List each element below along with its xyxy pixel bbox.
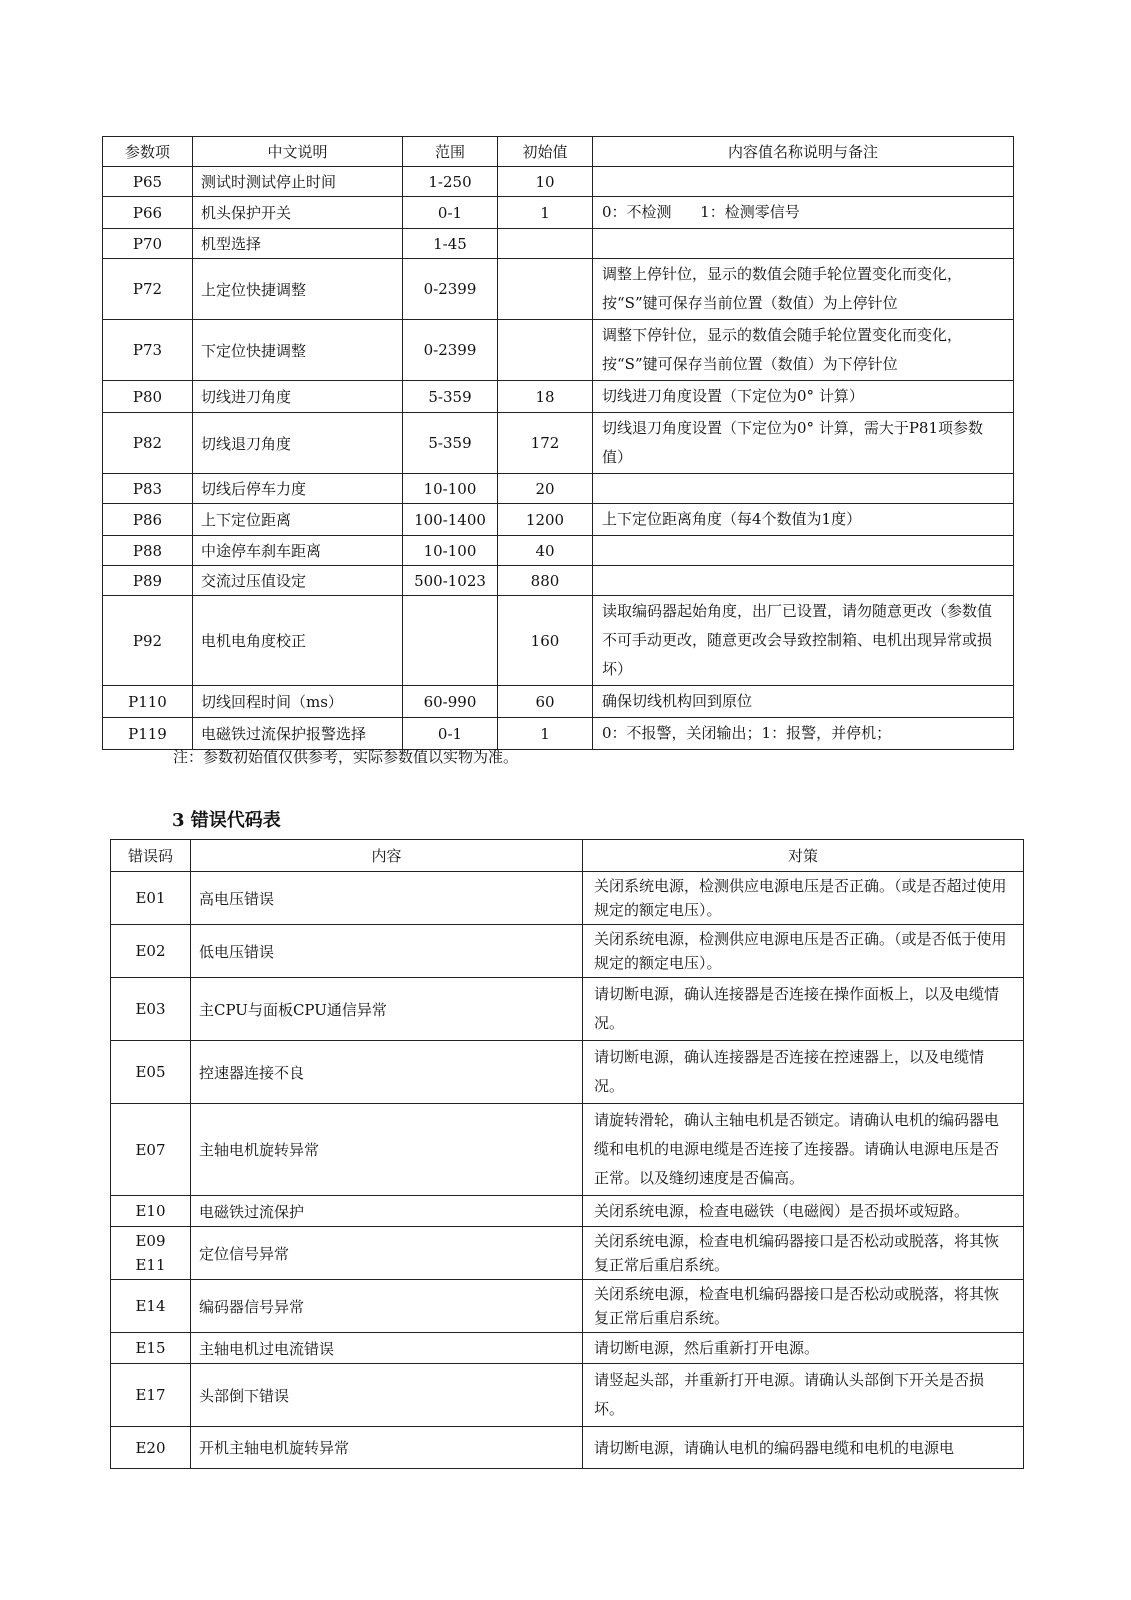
error-action: 请切断电源，然后重新打开电源。 [583, 1333, 1024, 1364]
error-content: 定位信号异常 [191, 1227, 583, 1280]
param-initial: 40 [498, 536, 593, 566]
param-range: 1-250 [403, 167, 498, 197]
error-code: E05 [111, 1041, 191, 1104]
table-row [103, 229, 1014, 259]
table-row [111, 978, 1024, 1041]
error-code: E15 [111, 1333, 191, 1364]
error-content: 主轴电机旋转异常 [191, 1104, 583, 1196]
param-note: 上下定位距离角度（每4个数值为1度） [593, 504, 1014, 536]
error-action: 关闭系统电源，检查电磁铁（电磁阀）是否损坏或短路。 [583, 1196, 1024, 1227]
table-row [103, 197, 1014, 229]
error-content: 主轴电机过电流错误 [191, 1333, 583, 1364]
param-range: 0-2399 [403, 259, 498, 320]
table-row [111, 872, 1024, 925]
param-range: 0-2399 [403, 320, 498, 381]
param-description: 电磁铁过流保护报警选择 [193, 718, 403, 750]
param-note [593, 474, 1014, 504]
error-code-table [110, 839, 1024, 1469]
column-header: 参数项 [103, 137, 193, 167]
error-action: 关闭系统电源，检测供应电源电压是否正确。（或是否低于使用规定的额定电压）。 [583, 925, 1024, 978]
table-header-row [111, 840, 1024, 872]
table-header-row [103, 137, 1014, 167]
table-row [111, 925, 1024, 978]
section-title: 3 错误代码表 [172, 810, 281, 831]
param-range: 10-100 [403, 536, 498, 566]
error-code: E14 [111, 1280, 191, 1333]
param-note: 读取编码器起始角度，出厂已设置，请勿随意更改（参数值不可手动更改，随意更改会导致控制箱、电机出现异常或损坏） [593, 596, 1014, 686]
error-content: 头部倒下错误 [191, 1364, 583, 1427]
param-range: 1-45 [403, 229, 498, 259]
error-code: E07 [111, 1104, 191, 1196]
column-header: 对策 [583, 840, 1024, 872]
param-initial: 20 [498, 474, 593, 504]
error-action: 请切断电源，请确认电机的编码器电缆和电机的电源电 [583, 1427, 1024, 1469]
table-row [103, 718, 1014, 750]
column-header: 范围 [403, 137, 498, 167]
param-id: P72 [103, 259, 193, 320]
param-id: P65 [103, 167, 193, 197]
param-note: 切线退刀角度设置（下定位为0° 计算，需大于P81项参数值） [593, 413, 1014, 474]
param-note [593, 536, 1014, 566]
table-row [103, 566, 1014, 596]
table-row [103, 686, 1014, 718]
error-code: E20 [111, 1427, 191, 1469]
error-action: 请竖起头部，并重新打开电源。请确认头部倒下开关是否损坏。 [583, 1364, 1024, 1427]
param-description: 上定位快捷调整 [193, 259, 403, 320]
table-row [103, 320, 1014, 381]
param-range: 5-359 [403, 413, 498, 474]
param-initial [498, 259, 593, 320]
error-code: E17 [111, 1364, 191, 1427]
param-description: 切线后停车力度 [193, 474, 403, 504]
error-content: 低电压错误 [191, 925, 583, 978]
table-row [111, 1227, 1024, 1280]
table-row [103, 536, 1014, 566]
param-note: 确保切线机构回到原位 [593, 686, 1014, 718]
param-initial: 160 [498, 596, 593, 686]
table-row [103, 596, 1014, 686]
param-range: 5-359 [403, 381, 498, 413]
param-initial: 1200 [498, 504, 593, 536]
table-row [103, 167, 1014, 197]
param-id: P82 [103, 413, 193, 474]
error-action: 请旋转滑轮，确认主轴电机是否锁定。请确认电机的编码器电缆和电机的电源电缆是否连接了连接器。请确认电源电压是否正常。以及缝纫速度是否偏高。 [583, 1104, 1024, 1196]
error-action: 关闭系统电源，检查电机编码器接口是否松动或脱落，将其恢复正常后重启系统。 [583, 1280, 1024, 1333]
param-description: 电机电角度校正 [193, 596, 403, 686]
param-note: 0：不检测 1：检测零信号 [593, 197, 1014, 229]
table-row [103, 504, 1014, 536]
param-description: 切线进刀角度 [193, 381, 403, 413]
param-id: P119 [103, 718, 193, 750]
param-range: 0-1 [403, 718, 498, 750]
table-row [111, 1333, 1024, 1364]
param-description: 测试时测试停止时间 [193, 167, 403, 197]
param-initial: 1 [498, 718, 593, 750]
error-content: 高电压错误 [191, 872, 583, 925]
param-id: P83 [103, 474, 193, 504]
param-id: P70 [103, 229, 193, 259]
param-range: 500-1023 [403, 566, 498, 596]
error-content: 控速器连接不良 [191, 1041, 583, 1104]
table-row [111, 1280, 1024, 1333]
table-row [111, 1364, 1024, 1427]
param-description: 切线回程时间（ms） [193, 686, 403, 718]
param-note: 0：不报警，关闭输出；1：报警，并停机； [593, 718, 1014, 750]
param-id: P110 [103, 686, 193, 718]
table-row [103, 381, 1014, 413]
column-header: 内容 [191, 840, 583, 872]
param-note [593, 566, 1014, 596]
table-row [111, 1427, 1024, 1469]
error-content: 开机主轴电机旋转异常 [191, 1427, 583, 1469]
param-id: P92 [103, 596, 193, 686]
param-range: 100-1400 [403, 504, 498, 536]
param-initial: 880 [498, 566, 593, 596]
param-id: P89 [103, 566, 193, 596]
param-note: 切线进刀角度设置（下定位为0° 计算） [593, 381, 1014, 413]
column-header: 内容值名称说明与备注 [593, 137, 1014, 167]
param-id: P88 [103, 536, 193, 566]
param-id: P80 [103, 381, 193, 413]
param-note: 调整下停针位，显示的数值会随手轮位置变化而变化，按“S”键可保存当前位置（数值）为下停针位 [593, 320, 1014, 381]
param-range: 60-990 [403, 686, 498, 718]
param-note [593, 229, 1014, 259]
table-row [111, 1104, 1024, 1196]
error-content: 主CPU与面板CPU通信异常 [191, 978, 583, 1041]
table-row [103, 474, 1014, 504]
table-row [103, 413, 1014, 474]
param-initial: 60 [498, 686, 593, 718]
param-initial: 172 [498, 413, 593, 474]
error-code: E10 [111, 1196, 191, 1227]
parameter-table [102, 136, 1014, 750]
param-description: 机头保护开关 [193, 197, 403, 229]
error-code: E01 [111, 872, 191, 925]
error-content: 电磁铁过流保护 [191, 1196, 583, 1227]
param-initial [498, 320, 593, 381]
param-range [403, 596, 498, 686]
table-row [111, 1041, 1024, 1104]
error-action: 请切断电源，确认连接器是否连接在控速器上，以及电缆情况。 [583, 1041, 1024, 1104]
param-description: 下定位快捷调整 [193, 320, 403, 381]
param-initial: 10 [498, 167, 593, 197]
error-code: E02 [111, 925, 191, 978]
param-id: P86 [103, 504, 193, 536]
param-note [593, 167, 1014, 197]
column-header: 中文说明 [193, 137, 403, 167]
param-initial: 18 [498, 381, 593, 413]
param-note: 调整上停针位，显示的数值会随手轮位置变化而变化，按“S”键可保存当前位置（数值）为上停针位 [593, 259, 1014, 320]
param-range: 10-100 [403, 474, 498, 504]
param-id: P66 [103, 197, 193, 229]
param-description: 交流过压值设定 [193, 566, 403, 596]
param-description: 上下定位距离 [193, 504, 403, 536]
table-row [111, 1196, 1024, 1227]
column-header: 错误码 [111, 840, 191, 872]
error-action: 关闭系统电源，检测供应电源电压是否正确。（或是否超过使用规定的额定电压）。 [583, 872, 1024, 925]
param-description: 机型选择 [193, 229, 403, 259]
error-code: E03 [111, 978, 191, 1041]
error-content: 编码器信号异常 [191, 1280, 583, 1333]
error-action: 请切断电源，确认连接器是否连接在操作面板上，以及电缆情况。 [583, 978, 1024, 1041]
error-code: E09 E11 [111, 1227, 191, 1280]
param-description: 切线退刀角度 [193, 413, 403, 474]
error-action: 关闭系统电源，检查电机编码器接口是否松动或脱落，将其恢复正常后重启系统。 [583, 1227, 1024, 1280]
table-row [103, 259, 1014, 320]
param-description: 中途停车刹车距离 [193, 536, 403, 566]
param-initial: 1 [498, 197, 593, 229]
footnote: 注：参数初始值仅供参考，实际参数值以实物为准。 [173, 748, 519, 766]
column-header: 初始值 [498, 137, 593, 167]
param-initial [498, 229, 593, 259]
param-range: 0-1 [403, 197, 498, 229]
param-id: P73 [103, 320, 193, 381]
